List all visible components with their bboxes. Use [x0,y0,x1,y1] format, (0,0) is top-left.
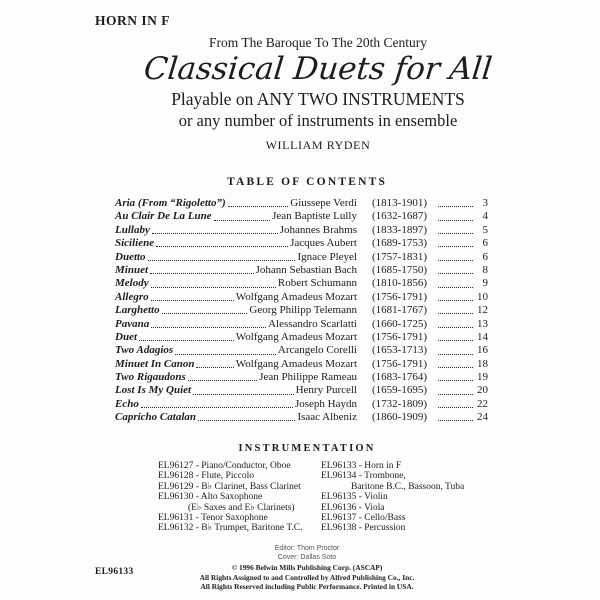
composer-dates: (1757-1831) [372,250,427,263]
dot-leader [436,224,475,237]
dot-leader [436,398,475,411]
dot-leader [191,384,296,397]
composer-dates: (1756-1791) [372,357,427,370]
composer-dates: (1660-1725) [372,317,427,330]
copyright-line-3: All Rights Reserved including Public Performance. Printed in USA. [200,582,414,592]
piece-title: Larghetto [115,304,160,317]
toc-entry [115,251,488,264]
toc-entry-left [115,398,357,411]
composer-dates: (1681-1767) [372,304,427,317]
toc-entry-left [115,224,357,237]
catalog-number: EL96133 [95,567,134,577]
piece-title: Two Adagios [115,344,174,357]
toc-entry [115,197,488,210]
page-number: 9 [482,277,488,290]
dot-leader [436,237,475,250]
dot-leader [436,277,475,290]
toc-entry-left [115,237,357,250]
toc-entry-left [115,318,357,331]
piece-title: Aria (From “Rigoletto”) [115,197,226,209]
dot-leader [150,224,280,237]
dot-leader [436,411,475,424]
toc-entry-left [115,197,357,210]
piece-title: Lost Is My Quiet [115,384,192,397]
toc-entry [115,371,488,384]
toc-entry [115,344,488,357]
credits-block [7,544,600,562]
dot-leader [436,291,475,304]
composer-name: Jean Baptiste Lully [272,210,357,223]
dot-leader [436,344,475,357]
piece-title: Allegro [115,290,149,303]
composer-name: Johannes Brahms [279,223,357,236]
toc-entry-left [115,384,357,397]
toc-entry-left [115,304,357,317]
composer-dates: (1632-1687) [372,210,427,223]
piece-title: Au Clair De La Lune [115,210,212,223]
toc-entry-left [115,277,357,290]
piece-title: Two Rigaudons [115,371,186,384]
composer-dates: (1659-1695) [372,384,427,397]
toc-entry [115,291,488,304]
subtitle-ensemble: or any number of instruments in ensemble [178,111,458,130]
instrumentation-column-left [158,461,321,534]
book-title: Classical Duets for All [142,51,494,87]
dot-leader [149,277,278,290]
instrumentation-list [158,461,464,534]
piece-title: Duetto [115,250,146,263]
dot-leader [436,304,475,317]
page-number: 19 [477,371,488,384]
dot-leader [160,304,250,317]
toc-entry-left [115,210,357,223]
dot-leader [436,384,475,397]
instrumentation-item: EL96136 - Viola [321,502,385,513]
dot-leader [186,371,259,384]
instrumentation-item: EL96131 - Tenor Saxophone [158,513,268,524]
piece-title: Lullaby [115,223,150,236]
page-number: 13 [477,317,488,330]
composer-dates: (1653-1713) [372,344,427,357]
composer-name: Isaac Albeniz [297,411,357,424]
composer-name: Jacques Aubert [290,237,357,250]
page-number: 22 [477,397,488,410]
instrumentation-item: EL96128 - Flute, Piccolo [158,471,255,482]
composer-name: Wolfgang Amadeus Mozart [235,330,357,343]
composer-dates: (1732-1809) [372,397,427,410]
toc-entry [115,358,488,371]
composer-dates: (1756-1791) [372,330,427,343]
instrumentation-heading: INSTRUMENTATION [238,443,376,454]
piece-title: Capricho Catalan [115,411,196,424]
instrument-part-label: HORN IN F [95,13,170,28]
toc-entry-left [115,371,357,384]
dot-leader [226,197,291,210]
page-number: 3 [482,197,488,209]
dot-leader [436,331,475,344]
composer-dates: (1813-1901) [372,197,427,209]
toc-entry-left [115,344,357,357]
page-number: 24 [477,411,488,424]
instrumentation-item: Baritone B.C., Bassoon, Tuba [351,481,465,492]
dot-leader [436,371,475,384]
dot-leader [149,291,236,304]
composer-name: Ignace Pleyel [297,250,357,263]
editor-credit: Editor: Thom Proctor [274,545,340,552]
toc-entry [115,264,488,277]
piece-title: Minuet [115,263,149,276]
toc-entry [115,318,488,331]
composer-dates: (1810-1856) [372,277,427,290]
composer-name: Henry Purcell [295,384,357,397]
tagline: From The Baroque To The 20th Century [208,35,428,50]
piece-title: Minuet In Canon [115,357,195,370]
toc-entry [115,331,488,344]
page-number: 20 [477,384,488,397]
copyright-line-1: © 1996 Belwin Mills Publishing Corp. (ASCAP) [231,563,383,572]
dot-leader [148,264,256,277]
toc-entry-left [115,251,357,264]
cover-credit: Cover: Dallas Soto [277,554,337,561]
composer-name: Georg Philipp Telemann [249,304,357,317]
dot-leader [436,264,475,277]
instrumentation-item: EL96137 - Cello/Bass [321,513,406,524]
dot-leader [173,344,278,357]
composer-name: Wolfgang Amadeus Mozart [235,290,357,303]
instrumentation-item: EL96127 - Piano/Conductor, Oboe [158,461,291,471]
composer-name: Johann Sebastian Bach [255,263,357,276]
dot-leader [436,210,475,223]
composer-dates: (1756-1791) [372,290,427,303]
page-number: 6 [482,250,488,263]
instrumentation-item: EL96134 - Trombone, [321,471,406,482]
dot-leader [194,358,235,371]
dot-leader [137,331,236,344]
page-number: 6 [482,237,488,250]
toc-entry [115,411,488,424]
composer-dates: (1683-1764) [372,371,427,384]
title-header [18,35,600,153]
toc-entry-left [115,331,357,344]
toc-entry [115,398,488,411]
toc-heading: TABLE OF CONTENTS [226,176,388,188]
copyright-line-2: All Rights Assigned to and Controlled by Alfred Publishing Co., Inc. [199,572,415,582]
author-name: WILLIAM RYDEN [265,138,371,152]
composer-name: Arcangelo Corelli [277,344,357,357]
composer-name: Giussepe Verdi [290,197,357,209]
toc-entry-left [115,264,357,277]
page-number: 5 [482,223,488,236]
piece-title: Duet [115,330,137,343]
instrumentation-item: EL96133 - Horn in F [321,461,402,471]
composer-dates: (1833-1897) [372,223,427,236]
piece-title: Echo [115,397,139,410]
dot-leader [154,237,290,250]
instrumentation-item: (E♭ Saxes and E♭ Clarinets) [188,502,295,513]
page-number: 14 [477,330,488,343]
dot-leader [149,318,268,331]
dot-leader [212,210,272,223]
toc-entry-left [115,358,357,371]
dot-leader [436,358,475,371]
composer-dates: (1689-1753) [372,237,427,250]
toc-entry [115,277,488,290]
instrumentation-item: EL96135 - Violin [321,492,388,503]
instrumentation-item: EL96138 - Percussion [321,523,406,534]
toc-entry [115,210,488,223]
toc-entry [115,384,488,397]
instrumentation-item: EL96130 - Alto Saxophone [158,492,263,503]
toc-entry-left [115,411,357,424]
page-number: 12 [477,304,488,317]
page-number: 16 [477,344,488,357]
composer-name: Alessandro Scarlatti [268,317,357,330]
piece-title: Siciliene [115,237,155,250]
page-number: 8 [482,263,488,276]
composer-dates: (1685-1750) [372,263,427,276]
toc-entry [115,237,488,250]
dot-leader [196,411,297,424]
composer-name: Joseph Haydn [294,397,357,410]
toc-entry [115,224,488,237]
instrumentation-item: EL96129 - B♭ Clarinet, Bass Clarinet [158,481,301,492]
page-number: 4 [482,210,488,223]
composer-name: Robert Schumann [277,277,357,290]
toc-entry [115,304,488,317]
dot-leader [146,251,298,264]
instrumentation-column-right [321,461,464,534]
table-of-contents [115,197,488,425]
page-number: 18 [477,357,488,370]
piece-title: Pavana [115,317,150,330]
dot-leader [436,251,475,264]
piece-title: Melody [115,277,149,290]
instrumentation-item: EL96132 - B♭ Trumpet, Baritone T.C. [158,523,303,534]
dot-leader [436,318,475,331]
subtitle-playable: Playable on ANY TWO INSTRUMENTS [171,89,465,109]
dot-leader [436,197,475,210]
composer-name: Wolfgang Amadeus Mozart [235,357,357,370]
dot-leader [139,398,295,411]
composer-name: Jean Philippe Rameau [259,371,357,384]
composer-dates: (1860-1909) [372,411,427,424]
toc-entry-left [115,291,357,304]
page-number: 10 [477,290,488,303]
